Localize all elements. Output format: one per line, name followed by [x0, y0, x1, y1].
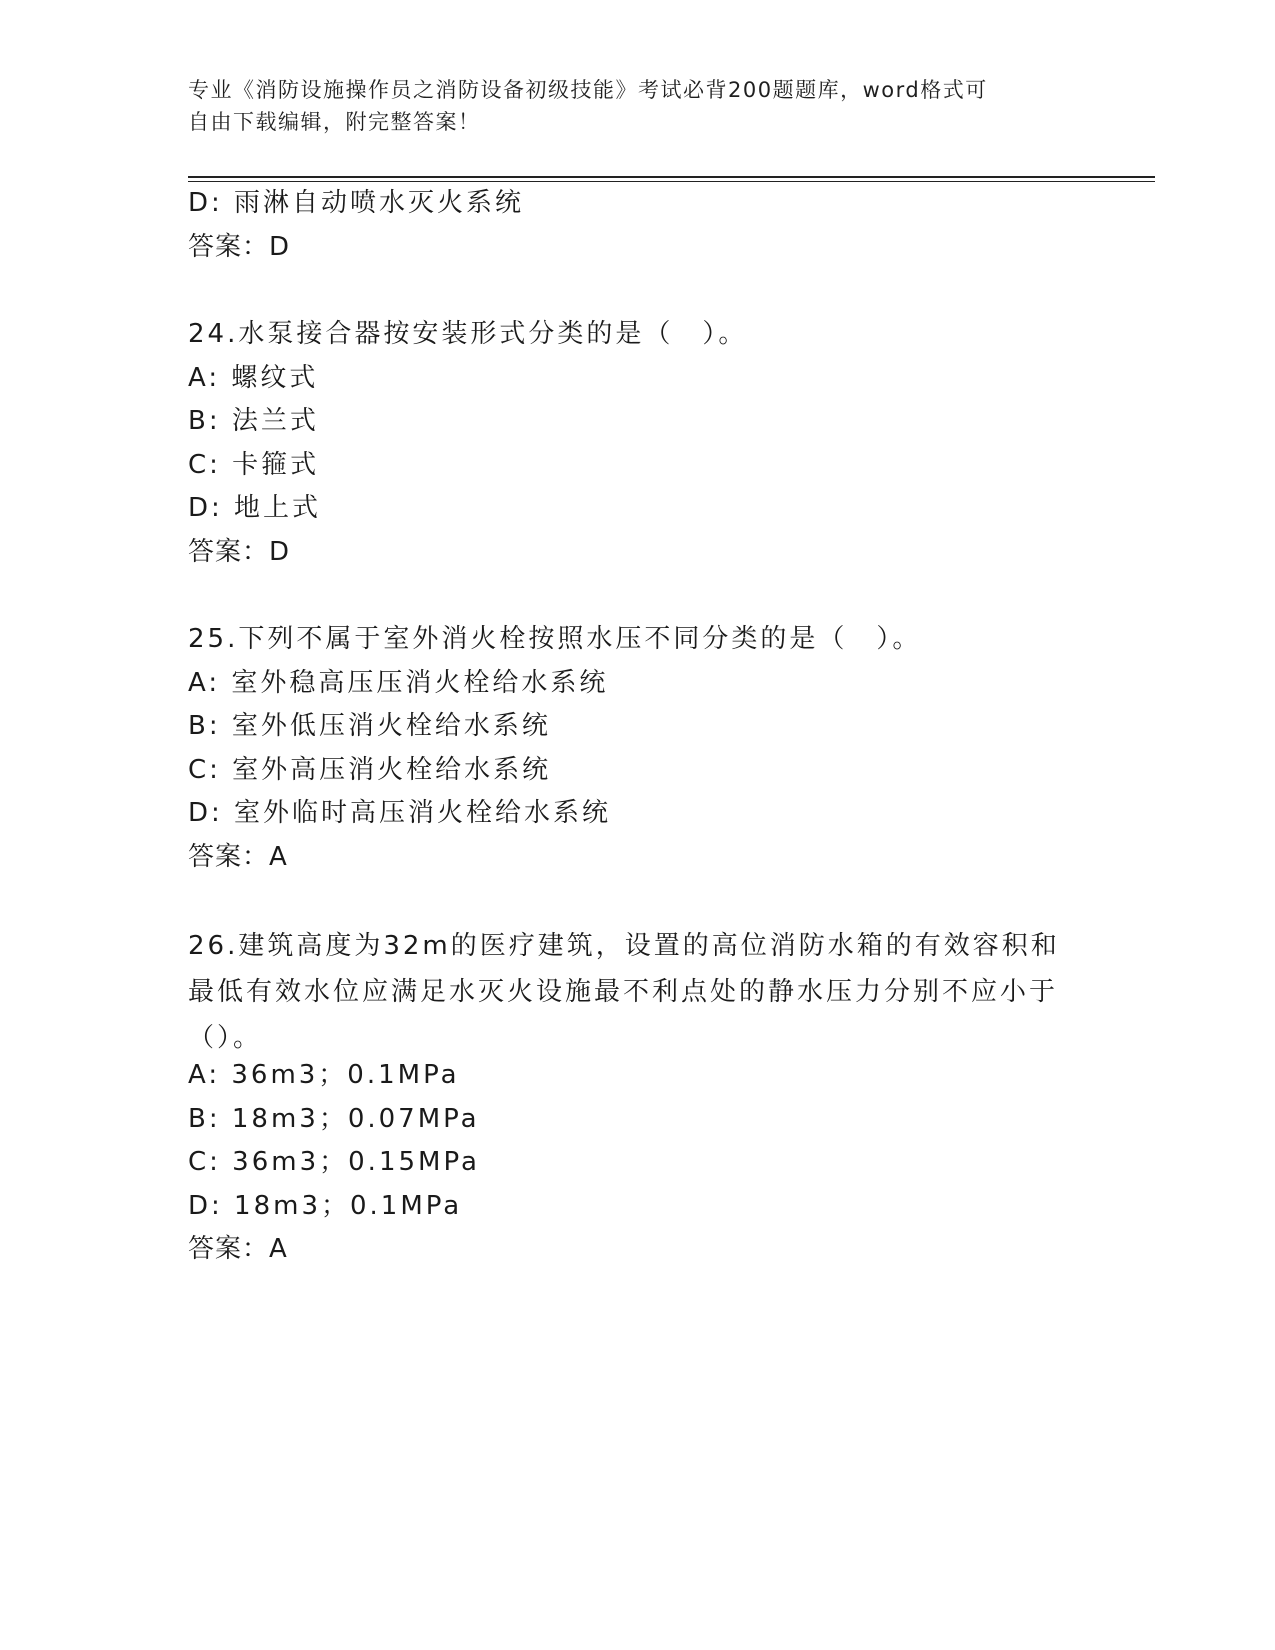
question-25-answer: 答案：A	[188, 842, 288, 872]
header-divider-thin	[188, 181, 1155, 182]
header-line-1: 专业《消防设施操作员之消防设备初级技能》考试必背200题题库，word格式可	[188, 78, 988, 102]
question-25-stem: 25.下列不属于室外消火栓按照水压不同分类的是（ ）。	[188, 624, 922, 654]
question-25-option-b: B: 室外低压消火栓给水系统	[188, 711, 551, 741]
question-24-answer: 答案：D	[188, 537, 291, 567]
question-24-option-a: A: 螺纹式	[188, 363, 319, 393]
question-25-option-c: C: 室外高压消火栓给水系统	[188, 755, 552, 785]
prev-answer: 答案：D	[188, 232, 291, 262]
question-26-option-d: D: 18m3；0.1MPa	[188, 1191, 463, 1221]
question-24-option-d: D: 地上式	[188, 493, 322, 523]
question-26-option-a: A: 36m3；0.1MPa	[188, 1060, 460, 1090]
header-divider-thick	[188, 176, 1155, 178]
prev-option-d: D: 雨淋自动喷水灭火系统	[188, 188, 525, 218]
question-24-option-b: B: 法兰式	[188, 406, 319, 436]
question-26-option-b: B: 18m3；0.07MPa	[188, 1104, 480, 1134]
question-24-stem: 24.水泵接合器按安装形式分类的是（ ）。	[188, 319, 748, 349]
question-25-option-d: D: 室外临时高压消火栓给水系统	[188, 798, 612, 828]
question-25-option-a: A: 室外稳高压压消火栓给水系统	[188, 668, 609, 698]
question-26-stem: 26.建筑高度为32m的医疗建筑，设置的高位消防水箱的有效容积和最低有效水位应满足水灭火设施最不利点处的静水压力分别不应小于（）。	[188, 931, 1060, 1053]
document-header	[188, 74, 1068, 138]
header-line-2: 自由下载编辑，附完整答案！	[188, 110, 481, 134]
question-26-option-c: C: 36m3；0.15MPa	[188, 1147, 480, 1177]
question-26-answer: 答案：A	[188, 1234, 288, 1264]
question-24-option-c: C: 卡箍式	[188, 450, 320, 480]
